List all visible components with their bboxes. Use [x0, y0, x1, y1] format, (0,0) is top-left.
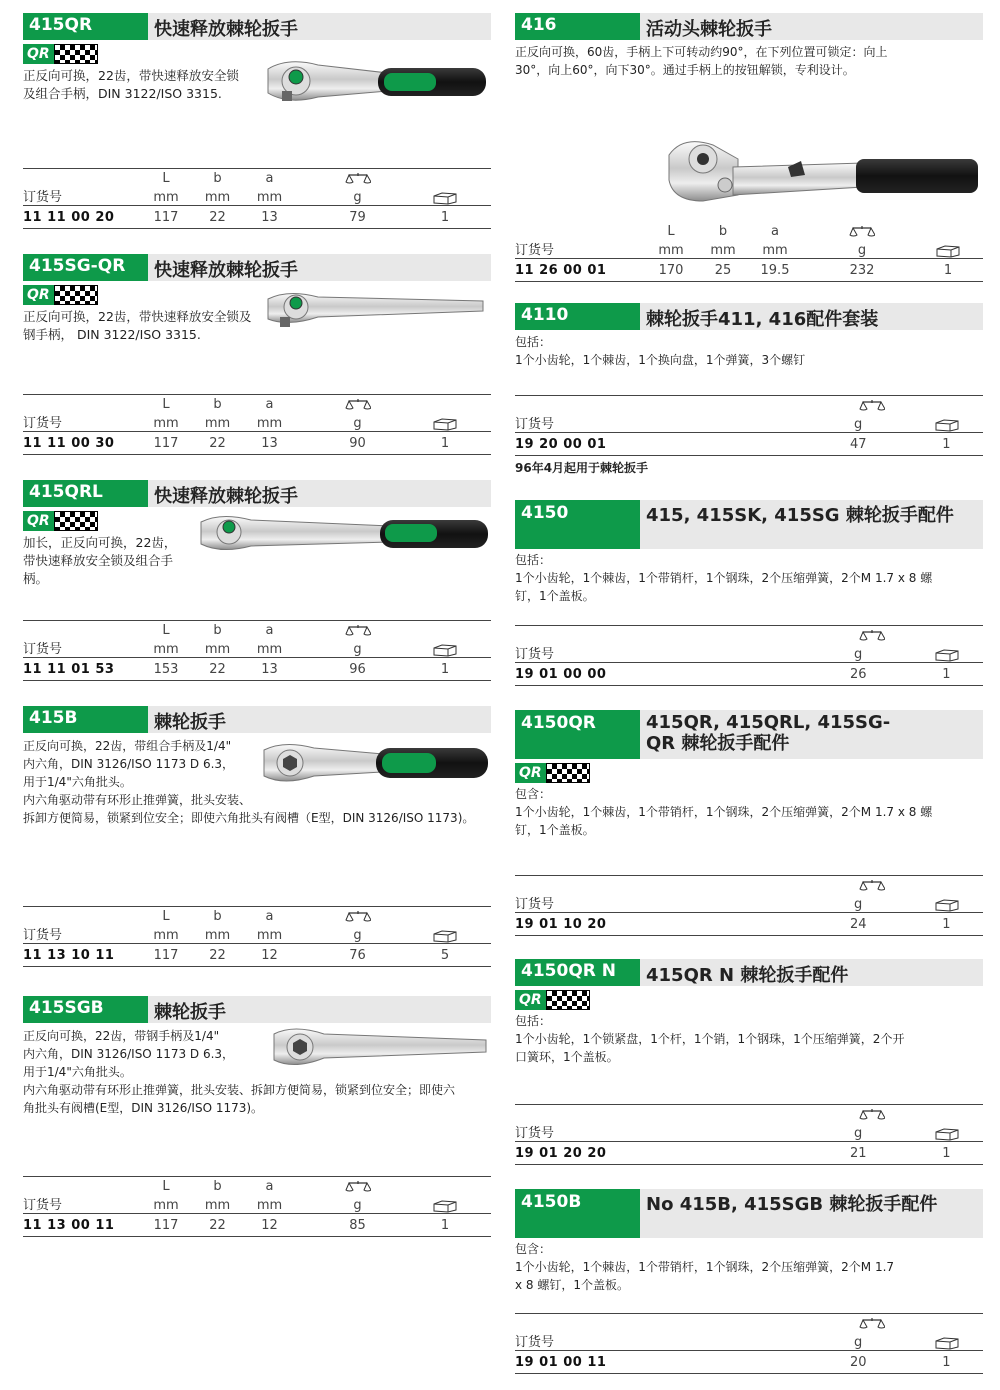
qr-badge: QR — [23, 285, 98, 305]
product-title: 快速释放棘轮扳手 — [148, 13, 491, 40]
product-title: 棘轮扳手411, 416配件套装 — [640, 303, 983, 330]
table-row: 19 01 10 20 24 1 — [515, 913, 983, 936]
checkered-flag-icon — [54, 285, 98, 305]
product-description: 包含： 1个小齿轮，1个棘齿，1个带销杆，1个钢珠，2个压缩弹簧，2个M 1.7 x 8 螺 钉，1个盖板。 — [515, 787, 933, 837]
product-code: 4110 — [515, 303, 640, 330]
product-4150b — [515, 1189, 983, 1370]
product-code: 4150B — [515, 1189, 640, 1238]
product-415qrl — [23, 480, 491, 677]
weight-scale-icon — [859, 399, 885, 413]
product-416 — [515, 13, 983, 278]
package-box-icon — [432, 929, 458, 943]
product-code: 4150 — [515, 500, 640, 549]
product-415sgb — [23, 996, 491, 1233]
product-code: 415QR — [23, 13, 148, 40]
package-box-icon — [432, 191, 458, 205]
spec-table: 订货号 g 19 01 10 20 24 1 — [515, 875, 983, 936]
table-row: 19 20 00 01 47 1 — [515, 433, 983, 456]
qr-badge: QR — [23, 44, 98, 64]
product-415b — [23, 706, 491, 963]
spec-table: 订货号 g 19 01 20 20 21 1 — [515, 1104, 983, 1165]
spec-table: L b a 订货号 mm mm mm g 11 11 00 30 117 22 13 90 1 — [23, 394, 491, 455]
package-box-icon — [934, 648, 960, 662]
product-description: 正反向可换，22齿，带钢手柄及1/4" 内六角，DIN 3126/ISO 1173 D 6.3， 用于1/4"六角批头。 内六角驱动带有环形止推弹簧，批头安装、拆卸方便简易，锁紧到位安全；即使六 角批头有阀槽(E型，DIN 3126/ISO 1173)。 — [23, 1029, 456, 1115]
product-4150 — [515, 500, 983, 682]
table-row: 19 01 20 20 21 1 — [515, 1142, 983, 1165]
package-box-icon — [934, 898, 960, 912]
ratchet-wrench-image — [258, 740, 490, 786]
product-code: 415B — [23, 706, 148, 733]
weight-scale-icon — [345, 172, 371, 186]
checkered-flag-icon — [54, 511, 98, 531]
product-code: 415SGB — [23, 996, 148, 1023]
product-description: 包含： 1个小齿轮，1个棘齿，1个带销杆，1个钢珠，2个压缩弹簧，2个M 1.7 x 8 螺钉，1个盖板。 — [515, 1242, 895, 1292]
table-row: 11 11 01 53 153 22 13 96 1 — [23, 658, 491, 681]
product-description: 正反向可换，22齿，带快速释放安全锁及 钢手柄， DIN 3122/ISO 3315. — [23, 309, 252, 342]
product-description: 包括： 1个小齿轮，1个锁紧盘，1个杆，1个销，1个钢珠，1个压缩弹簧，2个开 口簧环，1个盖板。 — [515, 1014, 905, 1064]
product-title: 棘轮扳手 — [148, 996, 491, 1023]
qr-badge: QR — [23, 511, 98, 531]
package-box-icon — [934, 1127, 960, 1141]
ratchet-wrench-image — [195, 510, 490, 555]
weight-scale-icon — [345, 910, 371, 924]
spec-table: 订货号 g 19 01 00 11 20 1 — [515, 1313, 983, 1374]
ratchet-wrench-image — [258, 51, 488, 111]
product-code: 4150QR — [515, 710, 640, 759]
weight-scale-icon — [859, 1317, 885, 1331]
product-code: 415QRL — [23, 480, 148, 507]
product-title: 快速释放棘轮扳手 — [148, 254, 491, 281]
table-row: 11 13 10 11 117 22 12 76 5 — [23, 944, 491, 967]
weight-scale-icon — [345, 624, 371, 638]
product-title: 快速释放棘轮扳手 — [148, 480, 491, 507]
product-415sg-qr — [23, 254, 491, 451]
spec-table: 订货号 g 19 20 00 01 47 1 — [515, 395, 983, 456]
ratchet-wrench-image — [268, 1026, 490, 1070]
table-row: 19 01 00 00 26 1 — [515, 663, 983, 686]
weight-scale-icon — [859, 1108, 885, 1122]
weight-scale-icon — [859, 629, 885, 643]
checkered-flag-icon — [54, 44, 98, 64]
table-row: 11 11 00 20 117 22 13 79 1 — [23, 206, 491, 229]
product-4150qr-n — [515, 959, 983, 1161]
product-title: 415QR N 棘轮扳手配件 — [640, 959, 983, 986]
weight-scale-icon — [345, 1180, 371, 1194]
product-description: 加长，正反向可换，22齿， 带快速释放安全锁及组合手 柄。 — [23, 535, 177, 586]
package-box-icon — [432, 643, 458, 657]
table-row: 11 26 00 01 170 25 19.5 232 1 — [515, 259, 983, 282]
product-code: 4150QR N — [515, 959, 640, 986]
product-title: 415, 415SK, 415SG 棘轮扳手配件 — [640, 500, 983, 549]
spec-table: L b a 订货号 mm mm mm g 11 11 00 20 117 22 13 79 1 — [23, 168, 491, 229]
product-415qr — [23, 13, 491, 225]
product-code: 415SG-QR — [23, 254, 148, 281]
package-box-icon — [432, 417, 458, 431]
checkered-flag-icon — [546, 990, 590, 1010]
spec-table: L b a 订货号 mm mm mm g 11 13 00 11 117 22 12 85 1 — [23, 1176, 491, 1237]
table-row: 11 11 00 30 117 22 13 90 1 — [23, 432, 491, 455]
weight-scale-icon — [849, 225, 875, 239]
package-box-icon — [432, 1199, 458, 1213]
product-4110 — [515, 303, 983, 475]
product-description: 包括： 1个小齿轮，1个棘齿，1个带销杆，1个钢珠，2个压缩弹簧，2个M 1.7 x 8 螺 钉，1个盖板。 — [515, 553, 933, 603]
table-row: 19 01 00 11 20 1 — [515, 1351, 983, 1374]
product-description: 正反向可换，60齿，手柄上下可转动约90°，在下列位置可锁定：向上 30°，向上60°，向下30°。通过手柄上的按钮解锁，专利设计。 — [515, 45, 888, 77]
ratchet-wrench-image — [663, 125, 981, 215]
weight-scale-icon — [345, 398, 371, 412]
qr-badge: QR — [515, 763, 590, 783]
product-note: 96年4月起用于棘轮扳手 — [515, 461, 649, 475]
product-description: 包括： 1个小齿轮，1个棘齿，1个换向盘，1个弹簧，3个螺钉 — [515, 335, 806, 367]
product-description: 正反向可换，22齿，带组合手柄及1/4" 内六角，DIN 3126/ISO 1173 D 6.3， 用于1/4"六角批头。 内六角驱动带有环形止推弹簧，批头安装、 拆卸方便简易，锁紧到位安全；即使六角批头有阀槽（E型，DIN 3126/ISO 1173)。 — [23, 739, 475, 825]
weight-scale-icon — [859, 879, 885, 893]
product-title: 棘轮扳手 — [148, 706, 491, 733]
table-row: 11 13 00 11 117 22 12 85 1 — [23, 1214, 491, 1237]
product-title: No 415B, 415SGB 棘轮扳手配件 — [640, 1189, 983, 1238]
spec-table: L b a 订货号 mm mm mm g 11 11 01 53 153 22 13 96 1 — [23, 620, 491, 681]
qr-badge: QR — [515, 990, 590, 1010]
product-title: 活动头棘轮扳手 — [640, 13, 983, 40]
package-box-icon — [934, 418, 960, 432]
product-title: 415QR, 415QRL, 415SG- QR 棘轮扳手配件 — [640, 710, 983, 759]
product-code: 416 — [515, 13, 640, 40]
product-description: 正反向可换，22齿，带快速释放安全锁 及组合手柄，DIN 3122/ISO 3315. — [23, 68, 239, 101]
spec-table: 订货号 g 19 01 00 00 26 1 — [515, 625, 983, 686]
spec-table: L b a 订货号 mm mm mm g 11 13 10 11 117 22 12 76 5 — [23, 906, 491, 967]
package-box-icon — [935, 244, 961, 258]
package-box-icon — [934, 1336, 960, 1350]
ratchet-wrench-image — [258, 287, 488, 337]
spec-table: L b a 订货号 mm mm mm g 11 26 00 01 170 25 19.5 232 1 — [515, 221, 983, 282]
product-4150qr — [515, 710, 983, 932]
checkered-flag-icon — [546, 763, 590, 783]
